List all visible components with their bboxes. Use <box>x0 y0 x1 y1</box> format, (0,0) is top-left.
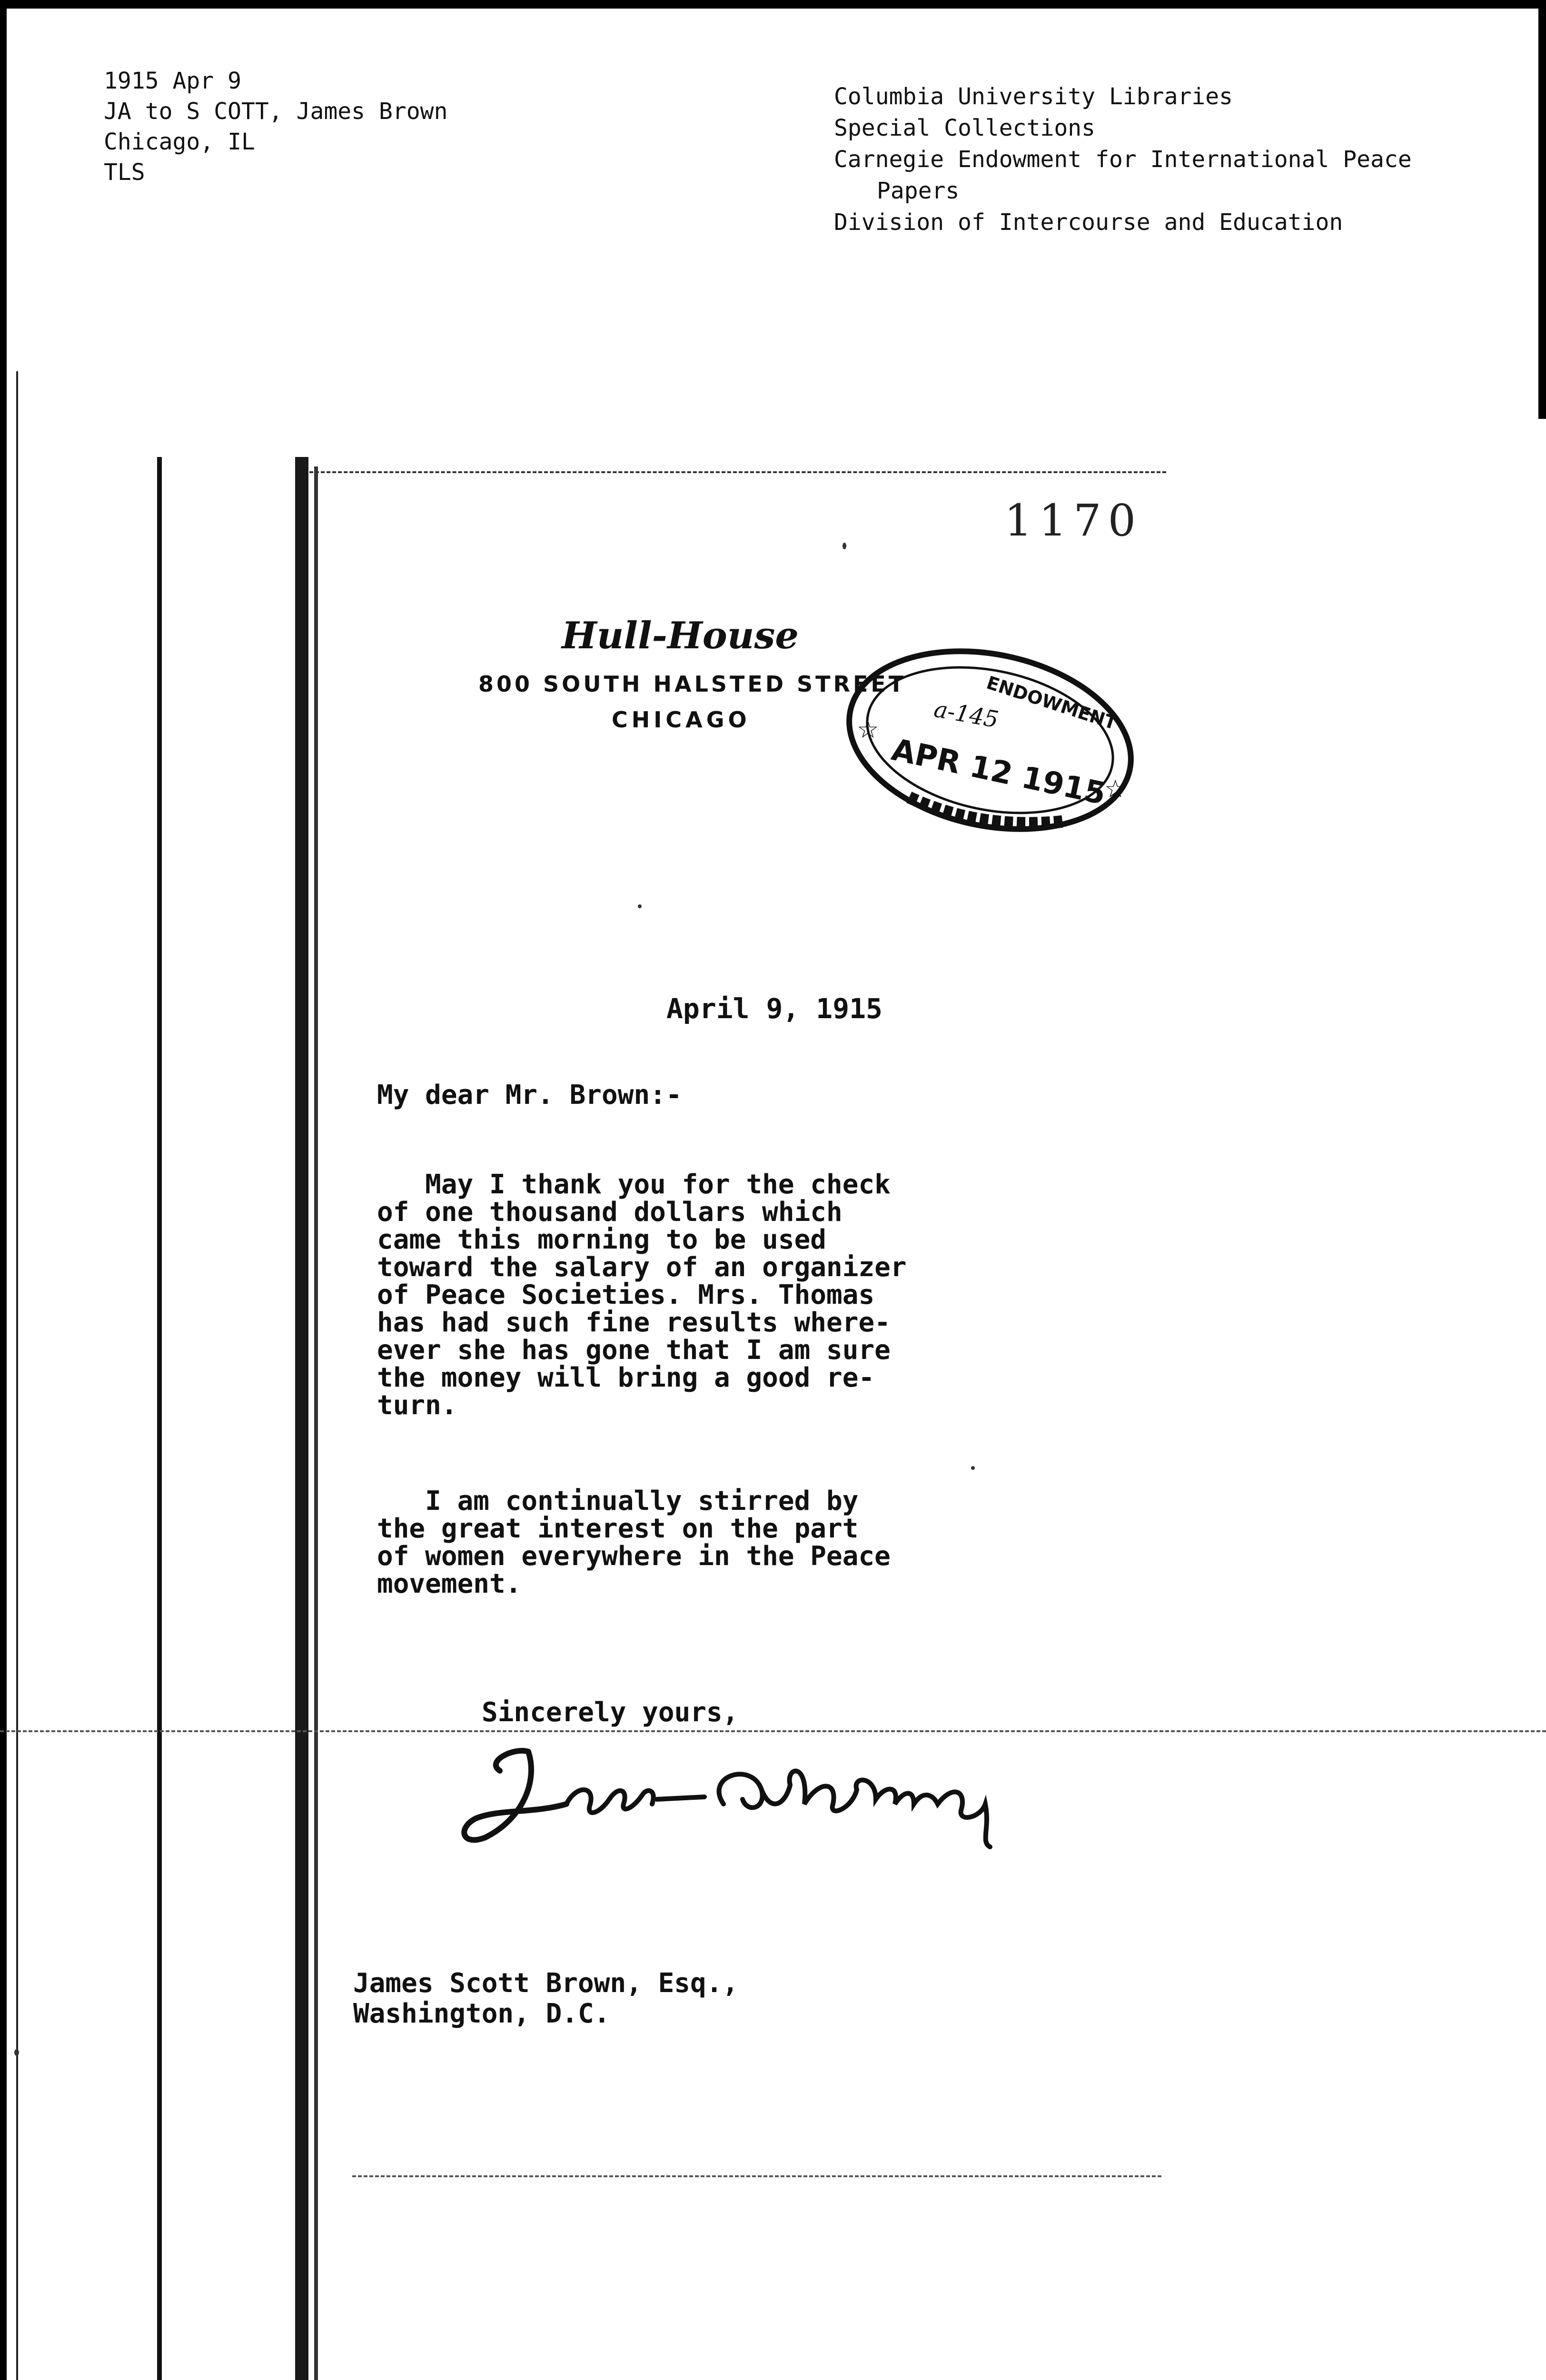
sheet-edge <box>0 371 18 2380</box>
letter-date: April 9, 1915 <box>666 992 882 1025</box>
archive-papers-cont: Papers <box>877 178 960 204</box>
scan-speck <box>842 543 846 549</box>
letter-paragraph <box>377 1171 907 1419</box>
scan-speck <box>638 904 642 908</box>
paragraph-line: toward the salary of an organizer <box>377 1252 907 1283</box>
letterhead-address: 800 SOUTH HALSTED STREET <box>478 671 907 697</box>
binding-strip <box>157 457 162 2380</box>
archive-papers: Carnegie Endowment for International Peace <box>834 146 1412 173</box>
paragraph-line: ever she has gone that I am sure <box>377 1335 891 1366</box>
catalog-type: TLS <box>104 159 145 186</box>
scan-top-border <box>0 0 1546 9</box>
paragraph-line: the money will bring a good re- <box>377 1362 875 1393</box>
stamp-top-text: ENDOWMENT <box>984 672 1120 734</box>
paragraph-line: has had such fine results where- <box>377 1307 891 1338</box>
paragraph-line: movement. <box>377 1568 522 1599</box>
archive-library: Columbia University Libraries <box>834 83 1233 110</box>
catalog-entry <box>104 66 447 188</box>
paragraph-line: of one thousand dollars which <box>377 1197 842 1228</box>
document-number: 1170 <box>1004 495 1143 546</box>
closing: Sincerely yours, <box>482 1697 739 1728</box>
paragraph-line: the great interest on the part <box>377 1513 859 1544</box>
fold-line <box>0 1730 1546 1732</box>
salutation: My dear Mr. Brown:- <box>377 1080 682 1111</box>
scan-speck <box>971 1466 975 1470</box>
stamp-date: APR 12 1915 <box>888 732 1109 812</box>
catalog-place: Chicago, IL <box>104 129 255 155</box>
catalog-correspondents: JA to S COTT, James Brown <box>104 98 448 125</box>
archive-source <box>834 81 1412 238</box>
received-stamp <box>838 640 1142 840</box>
recipient-address <box>353 1968 738 2029</box>
page-top-edge <box>309 471 1166 473</box>
binding-strip <box>295 457 308 2380</box>
letterhead-city: CHICAGO <box>612 707 751 733</box>
catalog-date: 1915 Apr 9 <box>104 68 241 94</box>
recipient-name: James Scott Brown, Esq., <box>353 1968 739 1999</box>
letter-paragraph <box>377 1488 891 1598</box>
paragraph-line: May I thank you for the check <box>377 1169 891 1200</box>
paragraph-line: of women everywhere in the Peace <box>377 1541 891 1572</box>
paragraph-line: I am continually stirred by <box>377 1486 859 1517</box>
letterhead-name: Hull-House <box>562 614 799 657</box>
binding-strip <box>314 466 318 2380</box>
signature <box>457 1733 1042 1856</box>
paragraph-line: of Peace Societies. Mrs. Thomas <box>377 1279 875 1310</box>
scan-speck <box>14 2049 19 2056</box>
page-bottom-edge <box>352 2175 1161 2177</box>
paragraph-line: turn. <box>377 1390 457 1421</box>
star-icon: ☆ <box>857 715 879 744</box>
paragraph-line: came this morning to be used <box>377 1224 827 1255</box>
star-icon: ☆ <box>1104 775 1127 803</box>
archive-collection: Special Collections <box>834 115 1096 141</box>
stamp-handwritten-ref: a-145 <box>932 695 1001 734</box>
scan-right-edge <box>1538 0 1546 419</box>
archive-division: Division of Intercourse and Education <box>834 209 1343 236</box>
recipient-city: Washington, D.C. <box>353 1998 610 2029</box>
